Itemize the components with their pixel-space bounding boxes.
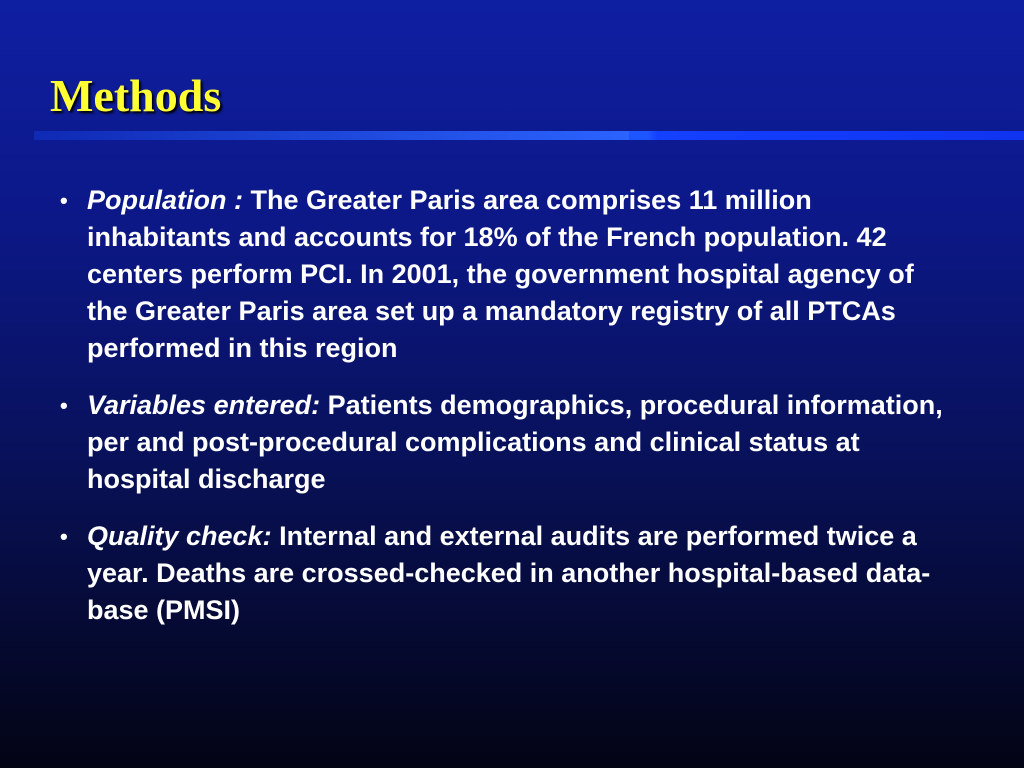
bullet-text: Patients demographics, procedural information, per and post-procedural complications and clinical status at hospital discharge	[87, 390, 943, 494]
bullet-population	[58, 182, 958, 367]
bullet-label: Variables entered:	[87, 390, 328, 420]
bullet-label: Population :	[87, 185, 251, 215]
bullet-text: Internal and external audits are performed twice a year. Deaths are crossed-checked in another hospital-based data-base (PMSI)	[87, 521, 931, 625]
bullet-quality-check	[58, 518, 958, 629]
bullet-variables-entered	[58, 387, 958, 498]
bullet-marker: •	[60, 393, 68, 418]
bullet-list	[58, 182, 958, 649]
bullet-label: Quality check:	[87, 521, 280, 551]
bullet-marker: •	[60, 188, 68, 213]
title-underline-highlight	[34, 131, 629, 140]
slide-title: Methods	[50, 70, 222, 121]
bullet-marker: •	[60, 524, 68, 549]
bullet-text: The Greater Paris area comprises 11 million inhabitants and accounts for 18% of the French population. 42 centers perform PCI. In 2001, the government hospital agency of the Greater Paris area set up a mandatory registry of all PTCAs performed in this region	[87, 185, 914, 363]
